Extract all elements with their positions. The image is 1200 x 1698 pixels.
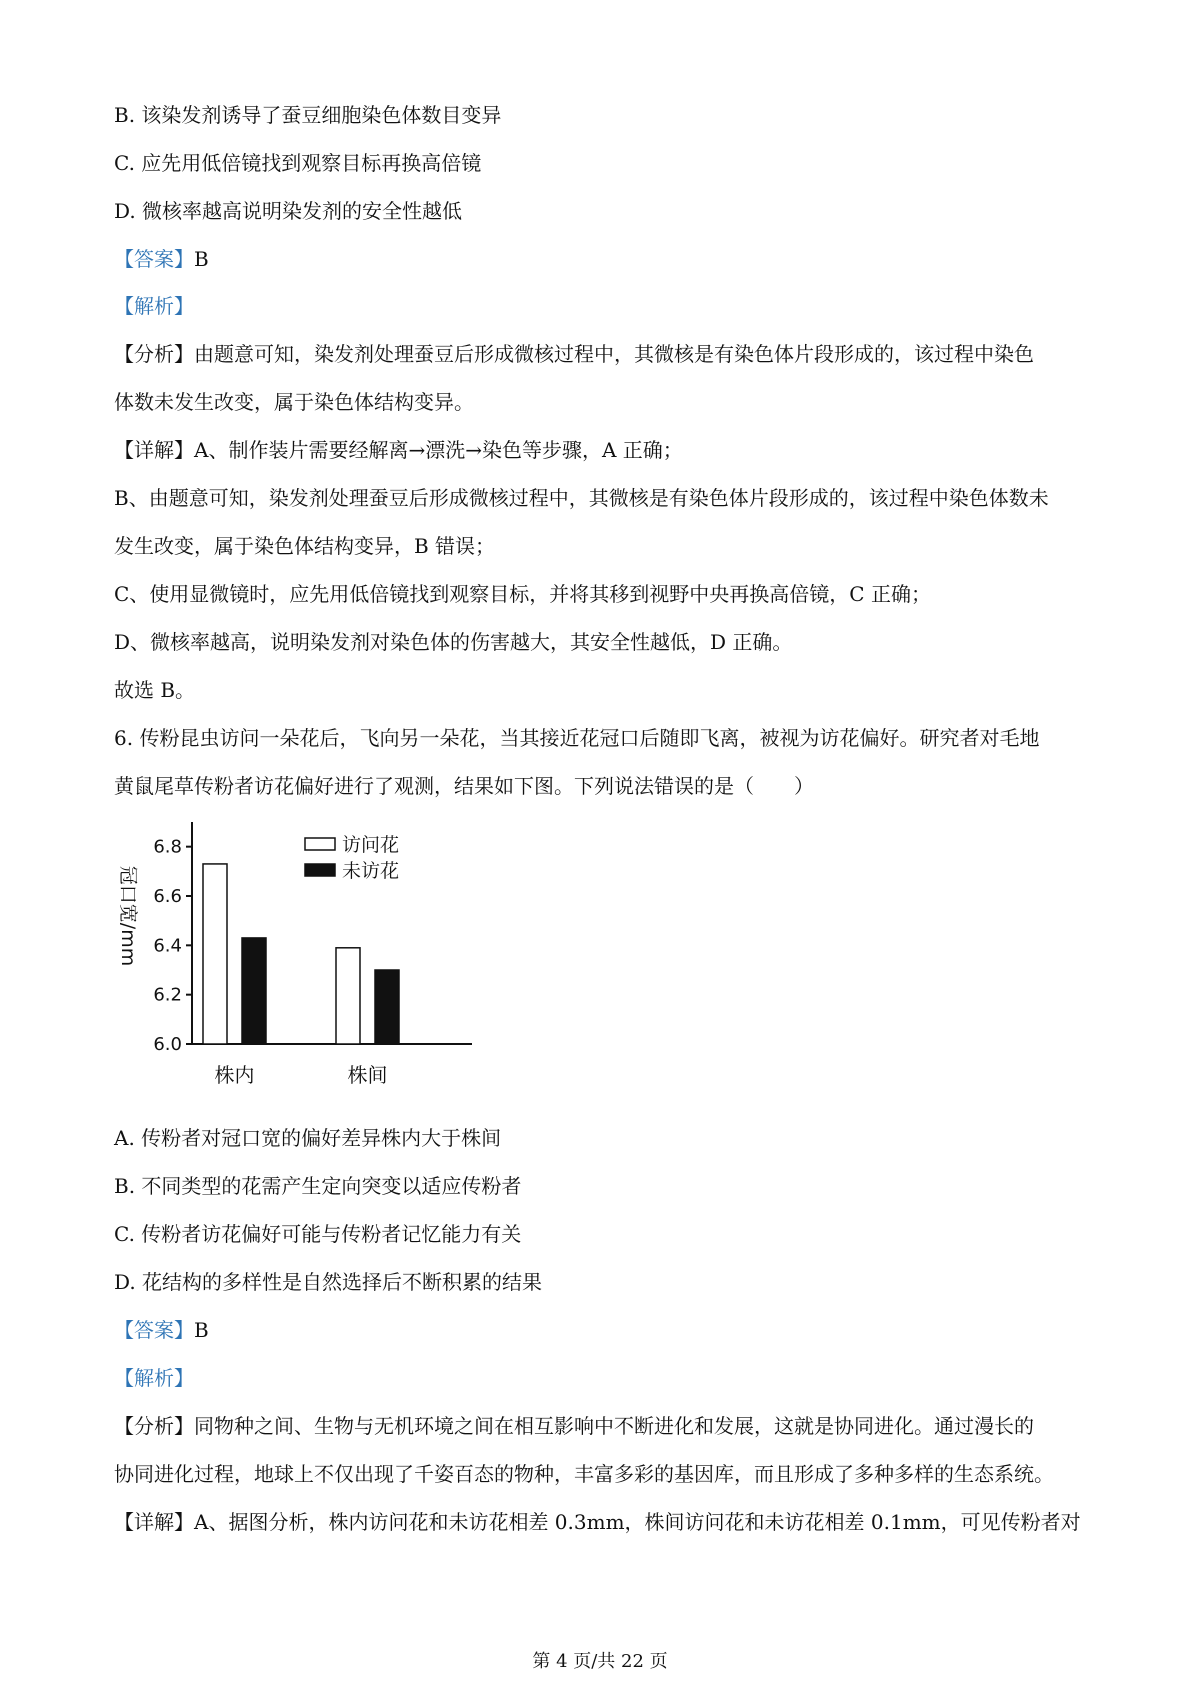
chart-ylabel: 冠口宽/mm [117, 865, 139, 967]
bar-visited-0 [203, 864, 227, 1044]
q5-analysis-line-1: 【分析】由题意可知，染发剂处理蚕豆后形成微核过程中，其微核是有染色体片段形成的，该过程中染色 [114, 342, 1034, 366]
q6-option-a: A. 传粉者对冠口宽的偏好差异株内大于株间 [114, 1126, 502, 1150]
q6-analysis-line-2: 协同进化过程，地球上不仅出现了千姿百态的物种，丰富多彩的基因库，而且形成了多种多样的生态系统。 [114, 1462, 1054, 1486]
q5-detail-line-2: B、由题意可知，染发剂处理蚕豆后形成微核过程中，其微核是有染色体片段形成的，该过程中染色体数未 [114, 486, 1049, 510]
legend [305, 834, 399, 882]
legend-label-1: 未访花 [342, 860, 400, 882]
q5-option-c: C. 应先用低倍镜找到观察目标再换高倍镜 [114, 151, 482, 175]
q5-conclusion: 故选 B。 [114, 678, 196, 702]
y-tick-label: 6.8 [153, 836, 182, 858]
q6-answer-line [114, 1316, 1114, 1344]
legend-swatch-0 [305, 838, 335, 850]
q6-detail-line-1: 【详解】A、据图分析，株内访问花和未访花相差 0.3mm，株间访问花和未访花相差 0.1mm，可见传粉者对 [114, 1510, 1081, 1534]
q5-analysis-line-2: 体数未发生改变，属于染色体结构变异。 [114, 390, 474, 414]
analysis-label: 【分析】 [114, 342, 194, 366]
q6-option-b: B. 不同类型的花需产生定向突变以适应传粉者 [114, 1174, 522, 1198]
answer-label: 【答案】 [114, 247, 194, 271]
q5-explain-heading [114, 292, 1114, 320]
x-labels [215, 1063, 388, 1087]
page-footer: 第 4 页/共 22 页 [532, 1651, 668, 1672]
y-tick-label: 6.4 [153, 935, 182, 957]
q5-option-d: D. 微核率越高说明染发剂的安全性越低 [114, 199, 463, 223]
bars [203, 864, 399, 1044]
y-ticks [153, 837, 192, 1055]
q6-option-d: D. 花结构的多样性是自然选择后不断积累的结果 [114, 1270, 543, 1294]
legend-label-0: 访问花 [342, 834, 400, 856]
bar-unvisited-0 [242, 938, 266, 1044]
analysis-label-2: 【分析】 [114, 1414, 194, 1438]
q5-detail-line-1: 【详解】A、制作装片需要经解离→漂洗→染色等步骤，A 正确； [114, 438, 683, 462]
detail-label: 【详解】 [114, 438, 194, 462]
q6-analysis-line-1: 【分析】同物种之间、生物与无机环境之间在相互影响中不断进化和发展，这就是协同进化。通过漫长的 [114, 1414, 1034, 1438]
detail-label-2: 【详解】 [114, 1510, 194, 1534]
bar-chart [100, 808, 500, 1108]
y-tick-label: 6.0 [153, 1034, 182, 1055]
x-tick-label: 株内 [214, 1063, 255, 1087]
bar-visited-1 [336, 948, 360, 1044]
explain-label: 【解析】 [114, 294, 194, 318]
q5-detail-line-5: D、微核率越高，说明染发剂对染色体的伤害越大，其安全性越低，D 正确。 [114, 630, 793, 654]
bar-unvisited-1 [375, 970, 399, 1044]
answer-label-2: 【答案】 [114, 1318, 194, 1342]
y-tick-label: 6.6 [153, 886, 182, 907]
x-tick-label: 株间 [347, 1063, 388, 1087]
explain-label-2: 【解析】 [114, 1366, 194, 1390]
q5-detail-line-3: 发生改变，属于染色体结构变异，B 错误； [114, 534, 496, 558]
q6-option-c: C. 传粉者访花偏好可能与传粉者记忆能力有关 [114, 1222, 522, 1246]
y-tick-label: 6.2 [153, 984, 182, 1006]
q5-option-b: B. 该染发剂诱导了蚕豆细胞染色体数目变异 [114, 103, 502, 127]
q5-detail-line-4: C、使用显微镜时，应先用低倍镜找到观察目标，并将其移到视野中央再换高倍镜，C 正确； [114, 582, 931, 606]
q6-explain-heading [114, 1364, 1114, 1392]
legend-swatch-1 [305, 864, 335, 876]
q5-answer-line [114, 245, 1114, 273]
q6-stem-line-1: 6. 传粉昆虫访问一朵花后，飞向另一朵花，当其接近花冠口后随即飞离，被视为访花偏好。研究者对毛地 [114, 726, 1040, 750]
q6-stem-line-2: 黄鼠尾草传粉者访花偏好进行了观测，结果如下图。下列说法错误的是（ ） [114, 774, 814, 798]
q6-answer-value: B [194, 1318, 209, 1342]
q5-answer-value: B [194, 247, 209, 271]
